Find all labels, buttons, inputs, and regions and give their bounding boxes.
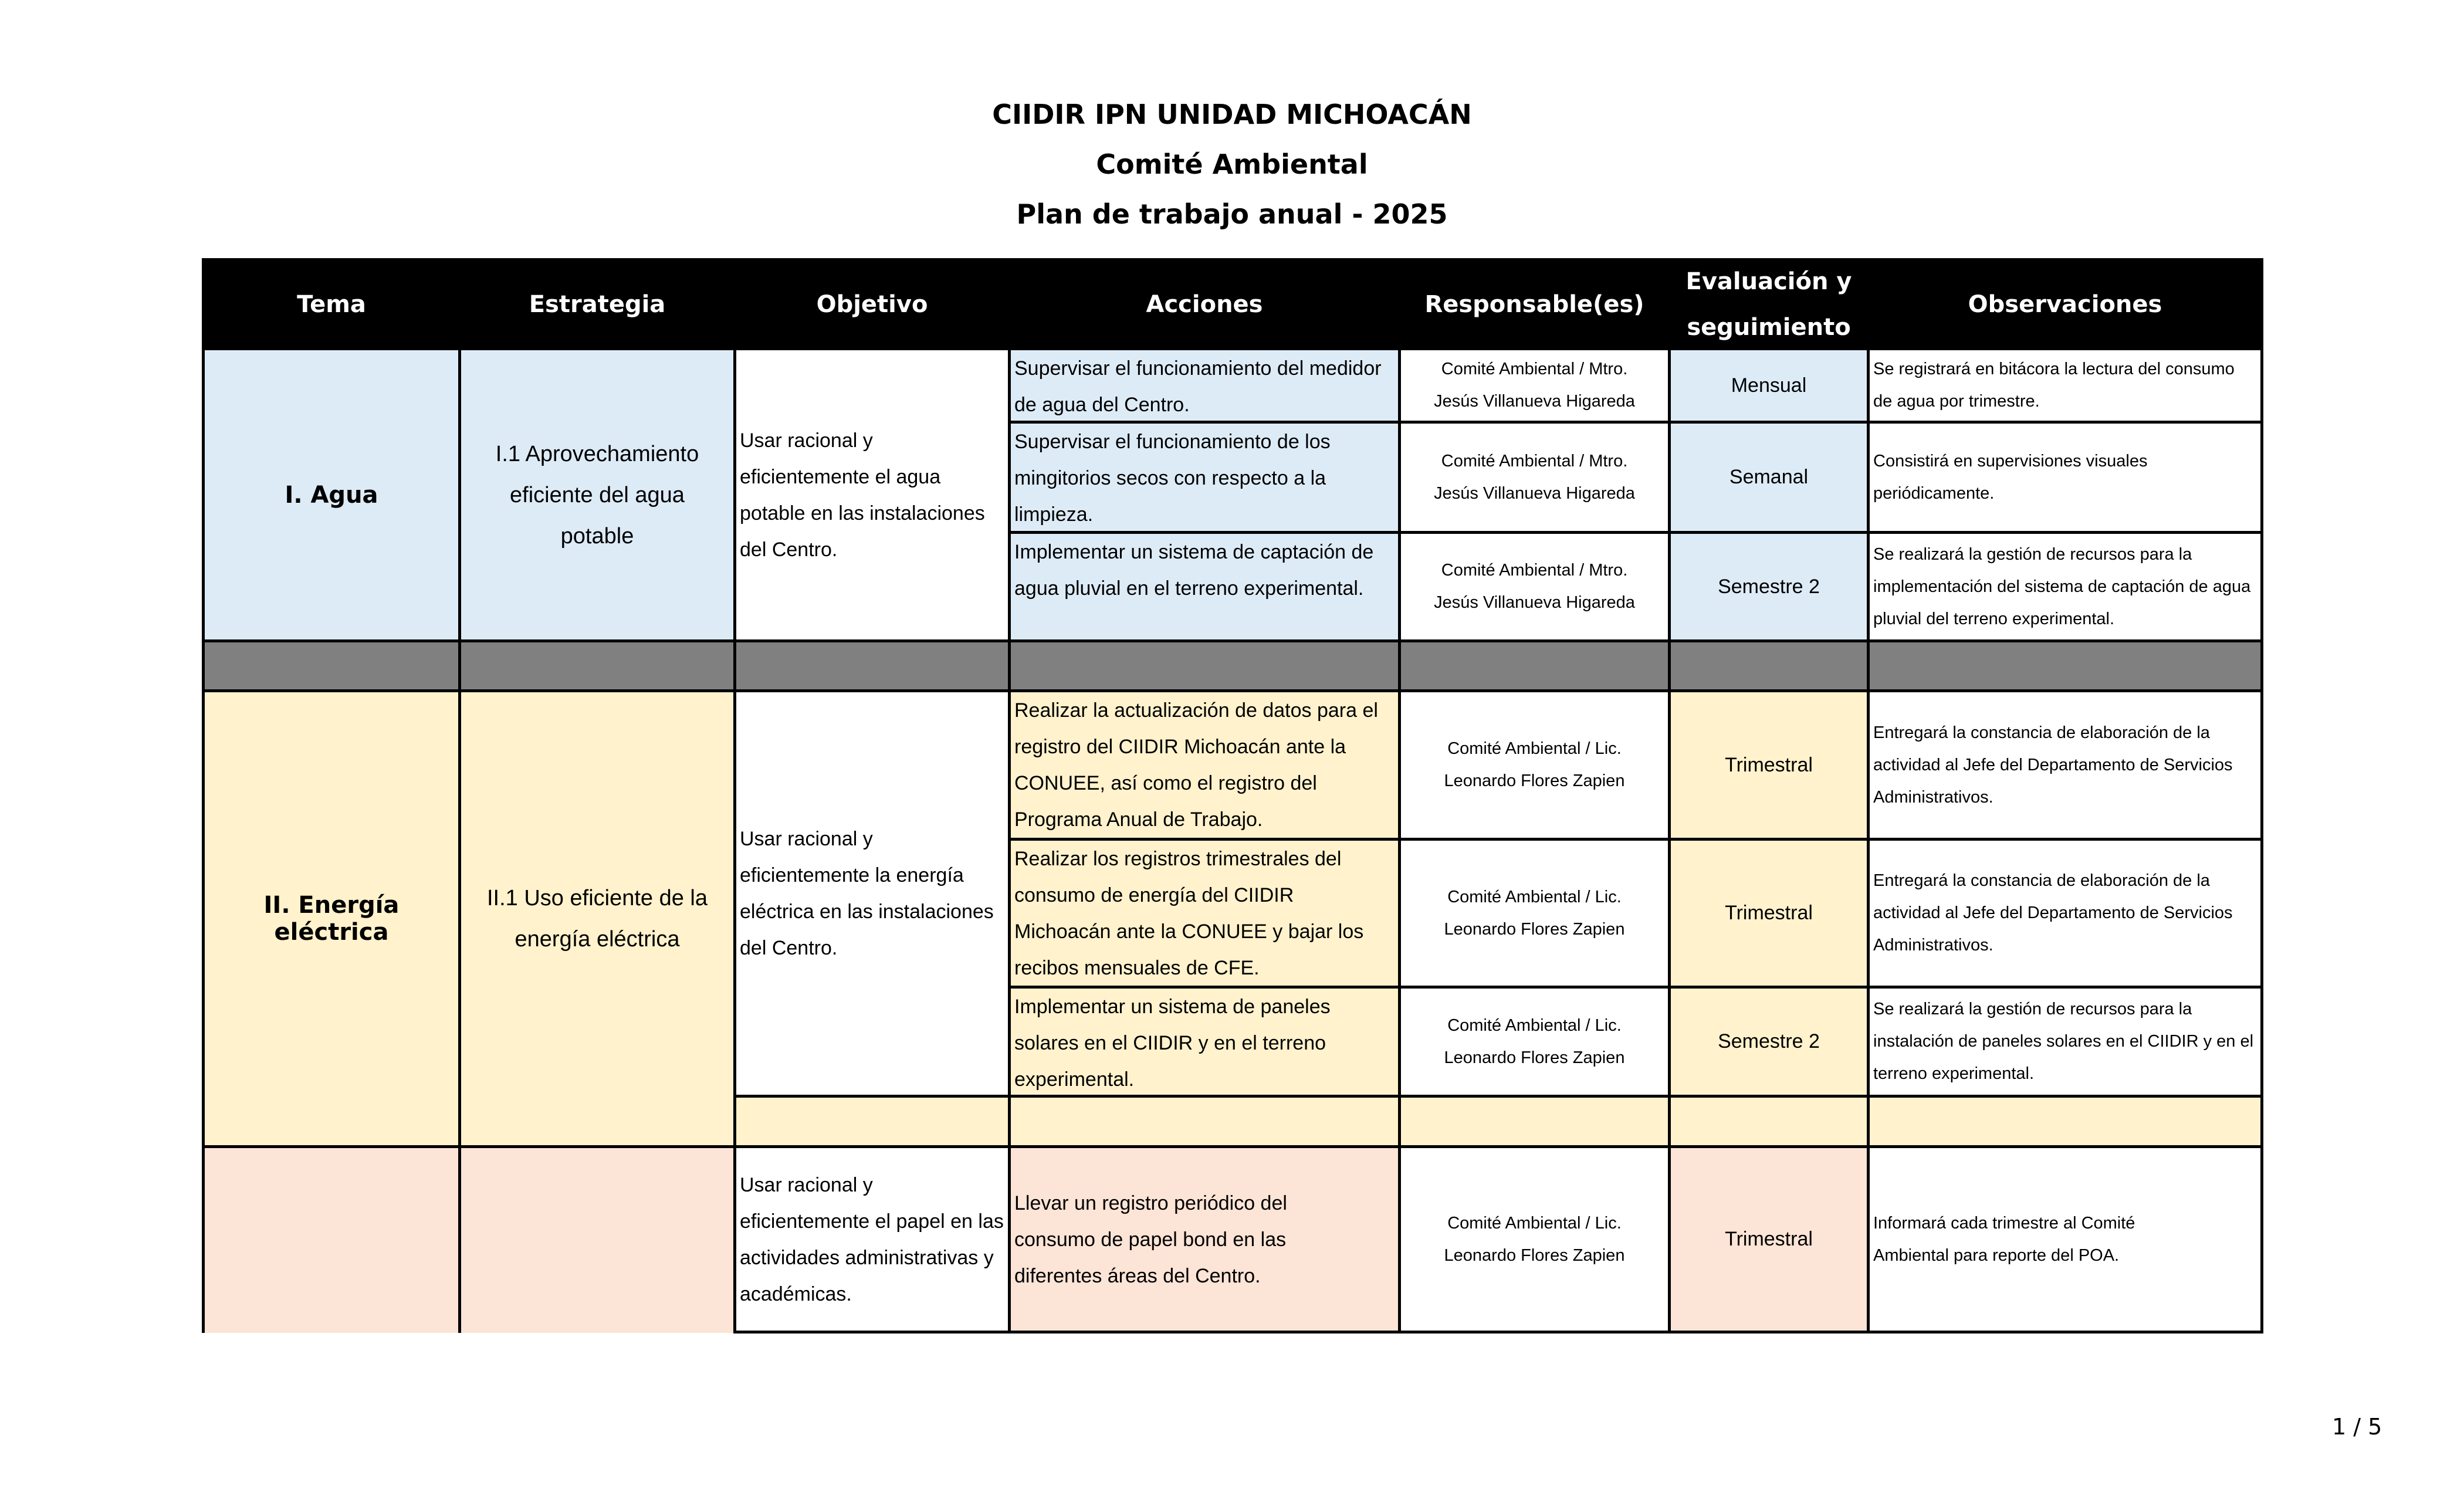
responsable-energia-1: Comité Ambiental / Lic. Leonardo Flores Zapien xyxy=(1398,689,1671,841)
evaluacion-agua-3: Semestre 2 xyxy=(1668,531,1870,642)
responsable-papel-1: Comité Ambiental / Lic. Leonardo Flores Zapien xyxy=(1398,1145,1671,1333)
estrategia-papel xyxy=(458,1145,736,1333)
responsable-agua-2: Comité Ambiental / Mtro. Jesús Villanueva Higareda xyxy=(1398,421,1671,534)
evaluacion-papel-1: Trimestral xyxy=(1668,1145,1870,1333)
empty-cell xyxy=(1867,1095,2263,1148)
separator-cell xyxy=(1398,639,1671,692)
observaciones-energia-1: Entregará la constancia de elaboración de la actividad al Jefe del Departamento de Servicios Administrativos. xyxy=(1867,689,2263,841)
empty-cell xyxy=(1398,1095,1671,1148)
column-header-acciones: Acciones xyxy=(1008,258,1401,350)
empty-cell xyxy=(1668,1095,1870,1148)
accion-energia-1: Realizar la actualización de datos para el registro del CIIDIR Michoacán ante la CONUEE, así como el registro del Programa Anual de Trabajo. xyxy=(1008,689,1401,841)
column-header-tema: Tema xyxy=(202,258,461,350)
separator-cell xyxy=(1867,639,2263,692)
observaciones-agua-1: Se registrará en bitácora la lectura del consumo de agua por trimestre. xyxy=(1867,347,2263,424)
accion-energia-3: Implementar un sistema de paneles solares en el CIIDIR y en el terreno experimental. xyxy=(1008,986,1401,1098)
observaciones-energia-3: Se realizará la gestión de recursos para la instalación de paneles solares en el CIIDIR y en el terreno experimental. xyxy=(1867,986,2263,1098)
estrategia-energia: II.1 Uso eficiente de la energía eléctrica xyxy=(458,689,736,1148)
tema-agua: I. Agua xyxy=(202,347,461,642)
separator-cell xyxy=(1008,639,1401,692)
separator-cell xyxy=(1668,639,1870,692)
eval-header-line1: Evaluación y xyxy=(1685,268,1852,295)
page-indicator: 1 / 5 xyxy=(2332,1414,2382,1440)
tema-papel xyxy=(202,1145,461,1333)
committee-title: Comité Ambiental xyxy=(1096,148,1368,180)
evaluacion-energia-3: Semestre 2 xyxy=(1668,986,1870,1098)
column-header-objetivo: Objetivo xyxy=(733,258,1011,350)
observaciones-agua-2: Consistirá en supervisiones visuales periódicamente. xyxy=(1867,421,2263,534)
evaluacion-energia-1: Trimestral xyxy=(1668,689,1870,841)
separator-cell xyxy=(202,639,461,692)
accion-agua-3: Implementar un sistema de captación de agua pluvial en el terreno experimental. xyxy=(1008,531,1401,642)
column-header-responsables: Responsable(es) xyxy=(1398,258,1671,350)
accion-papel-1: Llevar un registro periódico del consumo de papel bond en las diferentes áreas del Centro. xyxy=(1008,1145,1401,1333)
accion-agua-1: Supervisar el funcionamiento del medidor de agua del Centro. xyxy=(1008,347,1401,424)
institution-title: CIIDIR IPN UNIDAD MICHOACÁN xyxy=(992,99,1472,130)
responsable-energia-3: Comité Ambiental / Lic. Leonardo Flores Zapien xyxy=(1398,986,1671,1098)
responsable-agua-3: Comité Ambiental / Mtro. Jesús Villanueva Higareda xyxy=(1398,531,1671,642)
estrategia-agua: I.1 Aprovechamiento eficiente del agua potable xyxy=(458,347,736,642)
eval-header-line2: seguimiento xyxy=(1687,313,1851,341)
objetivo-energia: Usar racional y eficientemente la energía eléctrica en las instalaciones del Centro. xyxy=(733,689,1011,1098)
accion-agua-2: Supervisar el funcionamiento de los mingitorios secos con respecto a la limpieza. xyxy=(1008,421,1401,534)
empty-cell xyxy=(1008,1095,1401,1148)
responsable-energia-2: Comité Ambiental / Lic. Leonardo Flores Zapien xyxy=(1398,838,1671,989)
observaciones-energia-2: Entregará la constancia de elaboración de la actividad al Jefe del Departamento de Servicios Administrativos. xyxy=(1867,838,2263,989)
observaciones-agua-3: Se realizará la gestión de recursos para la implementación del sistema de captación de agua pluvial del terreno experimental. xyxy=(1867,531,2263,642)
evaluacion-agua-1: Mensual xyxy=(1668,347,1870,424)
empty-cell xyxy=(733,1095,1011,1148)
responsable-agua-1: Comité Ambiental / Mtro. Jesús Villanueva Higareda xyxy=(1398,347,1671,424)
evaluacion-energia-2: Trimestral xyxy=(1668,838,1870,989)
objetivo-agua: Usar racional y eficientemente el agua potable en las instalaciones del Centro. xyxy=(733,347,1011,642)
plan-title: Plan de trabajo anual - 2025 xyxy=(1016,198,1448,230)
separator-cell xyxy=(458,639,736,692)
separator-cell xyxy=(733,639,1011,692)
column-header-estrategia: Estrategia xyxy=(458,258,736,350)
tema-energia: II. Energía eléctrica xyxy=(202,689,461,1148)
column-header-evaluacion xyxy=(1668,258,1870,350)
observaciones-papel-1: Informará cada trimestre al Comité Ambiental para reporte del POA. xyxy=(1867,1145,2263,1333)
accion-energia-2: Realizar los registros trimestrales del consumo de energía del CIIDIR Michoacán ante la CONUEE y bajar los recibos mensuales de CFE. xyxy=(1008,838,1401,989)
evaluacion-agua-2: Semanal xyxy=(1668,421,1870,534)
column-header-observaciones: Observaciones xyxy=(1867,258,2263,350)
objetivo-papel: Usar racional y eficientemente el papel en las actividades administrativas y académicas. xyxy=(733,1145,1011,1333)
